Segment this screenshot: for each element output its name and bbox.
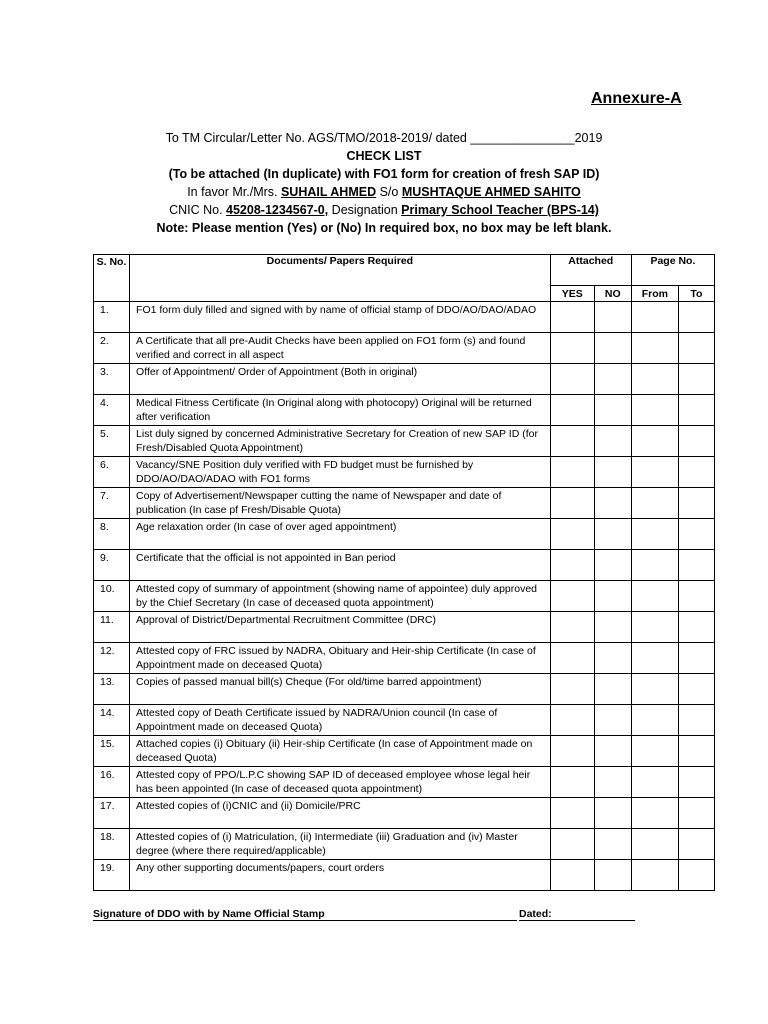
attached-no-cell[interactable] [594, 674, 631, 705]
attached-no-cell[interactable] [594, 550, 631, 581]
table-row [94, 860, 715, 891]
row-document: A Certificate that all pre-Audit Checks have been applied on FO1 form (s) and found verified and correct in all aspect [130, 333, 551, 364]
attached-no-cell[interactable] [594, 364, 631, 395]
page-from-cell[interactable] [631, 488, 678, 519]
attached-no-cell[interactable] [594, 798, 631, 829]
dated-label: Dated: [519, 908, 552, 920]
table-row [94, 581, 715, 612]
page-from-cell[interactable] [631, 767, 678, 798]
row-number: 17. [94, 798, 130, 829]
attached-no-cell[interactable] [594, 581, 631, 612]
designation-prefix: Designation [328, 203, 402, 217]
col-header-sno: S. No. [94, 255, 130, 302]
page-to-cell[interactable] [678, 581, 714, 612]
attached-no-cell[interactable] [594, 302, 631, 333]
page-to-cell[interactable] [678, 674, 714, 705]
table-row [94, 643, 715, 674]
table-row [94, 488, 715, 519]
row-document: Offer of Appointment/ Order of Appointment (Both in original) [130, 364, 551, 395]
attached-yes-cell[interactable] [550, 395, 594, 426]
page-from-cell[interactable] [631, 333, 678, 364]
row-document: Attested copy of PPO/L.P.C showing SAP ID of deceased employee whose legal heir has been appointed (In case of deceased quota appointment) [130, 767, 551, 798]
row-document: Certificate that the official is not appointed in Ban period [130, 550, 551, 581]
col-header-no: NO [594, 286, 631, 302]
page-to-cell[interactable] [678, 488, 714, 519]
page-to-cell[interactable] [678, 302, 714, 333]
table-row [94, 736, 715, 767]
attached-yes-cell[interactable] [550, 302, 594, 333]
page-from-cell[interactable] [631, 860, 678, 891]
page-from-cell[interactable] [631, 705, 678, 736]
row-number: 19. [94, 860, 130, 891]
note-line: Note: Please mention (Yes) or (No) In required box, no box may be left blank. [156, 221, 612, 235]
row-document: Age relaxation order (In case of over aged appointment) [130, 519, 551, 550]
row-number: 5. [94, 426, 130, 457]
attached-yes-cell[interactable] [550, 736, 594, 767]
table-row [94, 829, 715, 860]
row-number: 7. [94, 488, 130, 519]
attached-yes-cell[interactable] [550, 705, 594, 736]
son-of: S/o [376, 185, 402, 199]
page-from-cell[interactable] [631, 612, 678, 643]
attached-yes-cell[interactable] [550, 457, 594, 488]
row-number: 4. [94, 395, 130, 426]
cnic-prefix: CNIC No. [169, 203, 227, 217]
table-row [94, 333, 715, 364]
attached-yes-cell[interactable] [550, 860, 594, 891]
attached-yes-cell[interactable] [550, 829, 594, 860]
employee-name: SUHAIL AHMED [280, 185, 377, 199]
page-to-cell[interactable] [678, 705, 714, 736]
page-to-cell[interactable] [678, 333, 714, 364]
page-to-cell[interactable] [678, 767, 714, 798]
attached-yes-cell[interactable] [550, 364, 594, 395]
signature-label: Signature of DDO with by Name Official Stamp [93, 908, 325, 920]
page-to-cell[interactable] [678, 519, 714, 550]
row-number: 6. [94, 457, 130, 488]
attached-yes-cell[interactable] [550, 519, 594, 550]
row-number: 10. [94, 581, 130, 612]
page-from-cell[interactable] [631, 581, 678, 612]
page-to-cell[interactable] [678, 643, 714, 674]
col-header-page-no: Page No. [631, 255, 714, 286]
circular-line: To TM Circular/Letter No. AGS/TMO/2018-2019/ dated _______________2019 [165, 131, 603, 145]
col-header-to: To [678, 286, 714, 302]
attached-no-cell[interactable] [594, 395, 631, 426]
row-number: 18. [94, 829, 130, 860]
page-from-cell[interactable] [631, 829, 678, 860]
attached-no-cell[interactable] [594, 333, 631, 364]
page-from-cell[interactable] [631, 302, 678, 333]
table-row [94, 426, 715, 457]
page-from-cell[interactable] [631, 519, 678, 550]
attached-yes-cell[interactable] [550, 643, 594, 674]
attached-no-cell[interactable] [594, 426, 631, 457]
attached-no-cell[interactable] [594, 612, 631, 643]
table-row [94, 767, 715, 798]
row-number: 3. [94, 364, 130, 395]
row-document: Copies of passed manual bill(s) Cheque (For old/time barred appointment) [130, 674, 551, 705]
attached-no-cell[interactable] [594, 457, 631, 488]
attached-no-cell[interactable] [594, 767, 631, 798]
row-document: FO1 form duly filled and signed with by name of official stamp of DDO/AO/DAO/ADAO [130, 302, 551, 333]
row-document: Copy of Advertisement/Newspaper cutting the name of Newspaper and date of publication (In case pf Fresh/Disable Quota) [130, 488, 551, 519]
col-header-yes: YES [550, 286, 594, 302]
attached-yes-cell[interactable] [550, 333, 594, 364]
attached-yes-cell[interactable] [550, 581, 594, 612]
attached-no-cell[interactable] [594, 488, 631, 519]
favor-line [0, 183, 768, 201]
row-document: Attested copies of (i)CNIC and (ii) Domicile/PRC [130, 798, 551, 829]
attached-yes-cell[interactable] [550, 550, 594, 581]
page-to-cell[interactable] [678, 550, 714, 581]
checklist-subtitle: (To be attached (In duplicate) with FO1 form for creation of fresh SAP ID) [168, 167, 600, 181]
row-number: 11. [94, 612, 130, 643]
row-document: Medical Fitness Certificate (In Original along with photocopy) Original will be returned after verification [130, 395, 551, 426]
attached-no-cell[interactable] [594, 860, 631, 891]
page-from-cell[interactable] [631, 364, 678, 395]
col-header-from: From [631, 286, 678, 302]
row-document: Vacancy/SNE Position duly verified with FD budget must be furnished by DDO/AO/DAO/ADAO with FO1 forms [130, 457, 551, 488]
table-row [94, 364, 715, 395]
row-number: 14. [94, 705, 130, 736]
row-document: Attested copy of FRC issued by NADRA, Obituary and Heir-ship Certificate (In case of Appointment made on deceased Quota) [130, 643, 551, 674]
designation: Primary School Teacher (BPS-14) [401, 203, 599, 217]
page-to-cell[interactable] [678, 426, 714, 457]
page-to-cell[interactable] [678, 736, 714, 767]
row-number: 2. [94, 333, 130, 364]
row-number: 15. [94, 736, 130, 767]
table-row [94, 302, 715, 333]
row-number: 9. [94, 550, 130, 581]
page-from-cell[interactable] [631, 457, 678, 488]
page-to-cell[interactable] [678, 364, 714, 395]
page-to-cell[interactable] [678, 860, 714, 891]
row-number: 13. [94, 674, 130, 705]
page-from-cell[interactable] [631, 798, 678, 829]
annexure-title: Annexure-A [591, 90, 682, 107]
row-document: Attached copies (i) Obituary (ii) Heir-ship Certificate (In case of Appointment made on deceased Quota) [130, 736, 551, 767]
checklist-table [93, 254, 715, 891]
attached-yes-cell[interactable] [550, 674, 594, 705]
attached-no-cell[interactable] [594, 643, 631, 674]
checklist-title: CHECK LIST [346, 149, 422, 163]
attached-yes-cell[interactable] [550, 488, 594, 519]
attached-yes-cell[interactable] [550, 426, 594, 457]
row-document: Approval of District/Departmental Recruitment Committee (DRC) [130, 612, 551, 643]
table-row [94, 395, 715, 426]
page-to-cell[interactable] [678, 798, 714, 829]
page-to-cell[interactable] [678, 395, 714, 426]
signature-line [93, 908, 635, 921]
page-from-cell[interactable] [631, 395, 678, 426]
attached-no-cell[interactable] [594, 829, 631, 860]
page-from-cell[interactable] [631, 736, 678, 767]
table-row [94, 674, 715, 705]
table-row [94, 519, 715, 550]
row-document: Attested copy of summary of appointment (showing name of appointee) duly approved by the Chief Secretary (In case of deceased quota appointment) [130, 581, 551, 612]
table-row [94, 798, 715, 829]
table-row [94, 457, 715, 488]
attached-yes-cell[interactable] [550, 767, 594, 798]
row-number: 16. [94, 767, 130, 798]
attached-no-cell[interactable] [594, 519, 631, 550]
table-row [94, 612, 715, 643]
row-document: List duly signed by concerned Administrative Secretary for Creation of new SAP ID (for Fresh/Disabled Quota Appointment) [130, 426, 551, 457]
page-from-cell[interactable] [631, 643, 678, 674]
page-from-cell[interactable] [631, 674, 678, 705]
row-document: Any other supporting documents/papers, court orders [130, 860, 551, 891]
attached-no-cell[interactable] [594, 736, 631, 767]
row-document: Attested copies of (i) Matriculation, (ii) Intermediate (iii) Graduation and (iv) Master degree (where there required/applicable) [130, 829, 551, 860]
row-number: 8. [94, 519, 130, 550]
page-to-cell[interactable] [678, 457, 714, 488]
attached-yes-cell[interactable] [550, 798, 594, 829]
cnic-number: 45208-1234567-0, [226, 203, 329, 217]
row-document: Attested copy of Death Certificate issued by NADRA/Union council (In case of Appointment made on deceased Quota) [130, 705, 551, 736]
page-to-cell[interactable] [678, 612, 714, 643]
cnic-line [0, 201, 768, 219]
row-number: 1. [94, 302, 130, 333]
row-number: 12. [94, 643, 130, 674]
attached-yes-cell[interactable] [550, 612, 594, 643]
father-name: MUSHTAQUE AHMED SAHITO [401, 185, 581, 199]
page-to-cell[interactable] [678, 829, 714, 860]
col-header-documents: Documents/ Papers Required [130, 255, 551, 302]
page-from-cell[interactable] [631, 426, 678, 457]
page-from-cell[interactable] [631, 550, 678, 581]
favor-prefix: In favor Mr./Mrs. [187, 185, 281, 199]
table-row [94, 705, 715, 736]
col-header-attached: Attached [550, 255, 631, 286]
table-row [94, 550, 715, 581]
attached-no-cell[interactable] [594, 705, 631, 736]
